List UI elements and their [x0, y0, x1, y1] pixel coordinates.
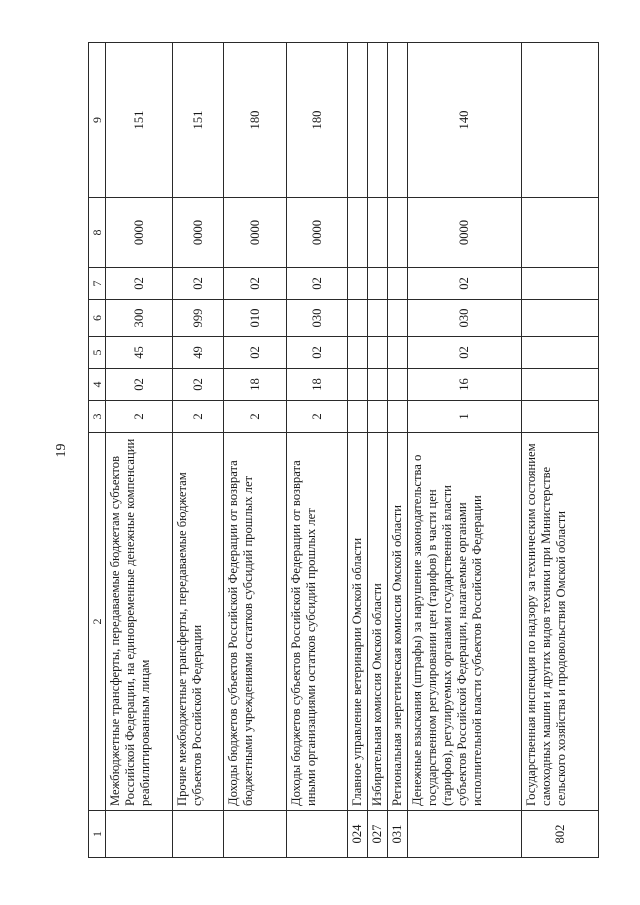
cell-c5: 49: [173, 337, 224, 369]
cell-c3: 2: [106, 401, 173, 433]
cell-c4: 02: [106, 369, 173, 401]
admin-code: 027: [368, 811, 388, 858]
cell-c4: 16: [408, 369, 522, 401]
admin-code: [224, 811, 287, 858]
cell-c5: 02: [224, 337, 287, 369]
cell-c7: 02: [173, 268, 224, 300]
cell-c9: [368, 43, 388, 198]
table-row: [408, 43, 522, 858]
cell-c9: 151: [173, 43, 224, 198]
cell-c6: [388, 300, 408, 337]
table-row: [368, 43, 388, 858]
col-header: 3: [89, 401, 106, 433]
cell-c7: 02: [224, 268, 287, 300]
col-header: 9: [89, 43, 106, 198]
col-header: 2: [89, 433, 106, 811]
col-header: 7: [89, 268, 106, 300]
cell-c5: 02: [287, 337, 348, 369]
cell-c3: [388, 401, 408, 433]
cell-c9: 180: [287, 43, 348, 198]
cell-c5: [368, 337, 388, 369]
cell-c8: 0000: [173, 198, 224, 268]
table-row: [348, 43, 368, 858]
cell-c5: 45: [106, 337, 173, 369]
cell-c8: [368, 198, 388, 268]
cell-c8: 0000: [287, 198, 348, 268]
cell-c3: 2: [287, 401, 348, 433]
cell-c7: 02: [287, 268, 348, 300]
row-description: Прочие межбюджетные трансферты, передаваемые бюджетам субъектов Российской Федерации: [173, 433, 224, 811]
cell-c6: 010: [224, 300, 287, 337]
cell-c6: 030: [408, 300, 522, 337]
cell-c4: [368, 369, 388, 401]
row-description: Государственная инспекция по надзору за техническим состоянием самоходных машин и других видов техники при Министерстве сельского хозяйства и продовольствия Омской области: [522, 433, 599, 811]
cell-c6: [368, 300, 388, 337]
admin-code: [173, 811, 224, 858]
cell-c8: [388, 198, 408, 268]
col-header: 8: [89, 198, 106, 268]
cell-c9: [388, 43, 408, 198]
cell-c7: [348, 268, 368, 300]
admin-code: [287, 811, 348, 858]
cell-c7: [368, 268, 388, 300]
header-row: [89, 43, 106, 858]
cell-c3: 2: [173, 401, 224, 433]
cell-c7: 02: [106, 268, 173, 300]
row-description: Денежные взыскания (штрафы) за нарушение законодательства о государственном регулировании цен (тарифов) в части цен (тарифов), регулируемых органами государственной власти субъектов Российской Федерации, налагаемые органами исполнительной власти субъектов Российской Федерации: [408, 433, 522, 811]
cell-c5: [348, 337, 368, 369]
cell-c3: 2: [224, 401, 287, 433]
row-description: Доходы бюджетов субъектов Российской Федерации от возврата бюджетными учреждениями остатков субсидий прошлых лет: [224, 433, 287, 811]
col-header: 6: [89, 300, 106, 337]
table-row: [287, 43, 348, 858]
cell-c7: [522, 268, 599, 300]
cell-c3: [368, 401, 388, 433]
admin-code: 031: [388, 811, 408, 858]
admin-code: 802: [522, 811, 599, 858]
cell-c9: [522, 43, 599, 198]
cell-c6: 300: [106, 300, 173, 337]
row-description: Региональная энергетическая комиссия Омской области: [388, 433, 408, 811]
cell-c9: 180: [224, 43, 287, 198]
cell-c3: [522, 401, 599, 433]
cell-c7: 02: [408, 268, 522, 300]
col-header: 1: [89, 811, 106, 858]
rotated-table-container: [54, 43, 640, 858]
cell-c4: 02: [173, 369, 224, 401]
cell-c8: 0000: [408, 198, 522, 268]
col-header: 5: [89, 337, 106, 369]
cell-c9: 140: [408, 43, 522, 198]
table-row: [388, 43, 408, 858]
cell-c8: 0000: [106, 198, 173, 268]
table-row: [173, 43, 224, 858]
revenue-codes-table: [88, 42, 599, 858]
admin-code: [106, 811, 173, 858]
table-row: [106, 43, 173, 858]
cell-c9: 151: [106, 43, 173, 198]
cell-c3: 1: [408, 401, 522, 433]
cell-c4: [348, 369, 368, 401]
cell-c6: [522, 300, 599, 337]
cell-c4: 18: [287, 369, 348, 401]
admin-code: [408, 811, 522, 858]
cell-c9: [348, 43, 368, 198]
cell-c4: 18: [224, 369, 287, 401]
cell-c7: [388, 268, 408, 300]
cell-c5: [522, 337, 599, 369]
col-header: 4: [89, 369, 106, 401]
cell-c3: [348, 401, 368, 433]
row-description: Главное управление ветеринарии Омской области: [348, 433, 368, 811]
cell-c5: [388, 337, 408, 369]
cell-c5: 02: [408, 337, 522, 369]
table-row: [224, 43, 287, 858]
page-number: 19: [54, 443, 69, 458]
cell-c8: 0000: [224, 198, 287, 268]
admin-code: 024: [348, 811, 368, 858]
cell-c6: 030: [287, 300, 348, 337]
cell-c6: [348, 300, 368, 337]
table-row: [522, 43, 599, 858]
row-description: Доходы бюджетов субъектов Российской Федерации от возврата иными организациями остатков субсидий прошлых лет: [287, 433, 348, 811]
cell-c8: [522, 198, 599, 268]
cell-c4: [522, 369, 599, 401]
cell-c6: 999: [173, 300, 224, 337]
cell-c8: [348, 198, 368, 268]
row-description: Межбюджетные трансферты, передаваемые бюджетам субъектов Российской Федерации, на единовременные денежные компенсации реабилитированным лицам: [106, 433, 173, 811]
cell-c4: [388, 369, 408, 401]
row-description: Избирательная комиссия Омской области: [368, 433, 388, 811]
